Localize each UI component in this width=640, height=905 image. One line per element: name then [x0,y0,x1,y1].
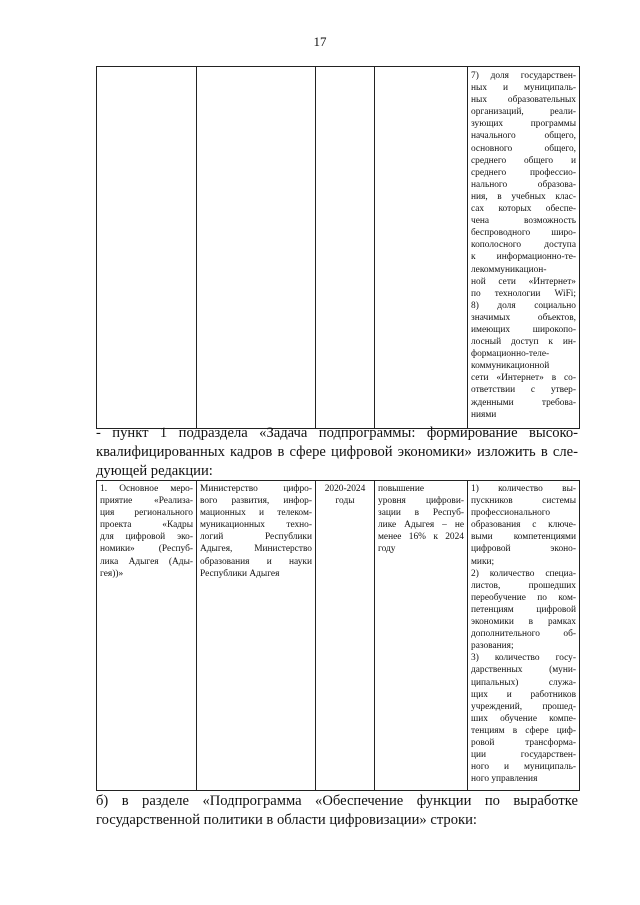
cell-line: образования с ключе- [471,520,576,531]
paragraph-line: государственной политики в области цифровизации» строки: [96,812,477,828]
cell-line: ответствии с утвер- [471,385,576,396]
cell-line: номики» (Респуб- [100,544,193,555]
cell-line: приятие «Реализа- [100,496,193,507]
cell-line: коммуникационной [471,361,550,372]
cell-line: нального образова- [471,179,576,190]
cell-line: лика Адыгея (Ады- [100,556,193,567]
cell-line: уровня цифрови- [378,496,464,507]
cell-line: 1. Основное меро- [100,484,193,494]
cell-line: Министерство цифро- [200,484,312,494]
indicator-table-continued [96,66,580,429]
paragraph-line: б) в разделе «Подпрограмма «Обеспечение функции по выработке [96,793,578,809]
table-cell-activity [97,481,197,791]
cell-line: годы [335,496,355,507]
cell-line: кополосного доступа [471,240,576,251]
cell-line: сети «Интернет» в со- [471,373,576,384]
cell-line: дополнительного об- [471,629,576,640]
cell-line: 2020-2024 [324,484,366,494]
table-cell-period [316,481,375,791]
cell-line: дарственных (муни- [471,665,576,676]
cell-line: зации в Респуб- [378,508,464,519]
cell-line: беспроводного широ- [471,228,576,239]
cell-line: тенциям в сфере циф- [471,725,576,736]
cell-line: лосный доступ к ин- [471,337,576,348]
cell-line: лике Адыгея – не [378,520,464,531]
page-number: 17 [313,34,327,49]
cell-line: значимых объектов, [471,312,576,323]
table-cell-result [375,481,468,791]
cell-line: 3) количество госу- [471,653,576,664]
cell-line: вого развития, инфор- [200,496,312,507]
paragraph-section-edit [96,792,578,830]
cell-line: логий Республики [200,532,312,543]
cell-line: мики; [471,556,495,567]
cell-line: году [378,544,396,555]
cell-line: ного управления [471,774,538,785]
cell-line: переобучение по ком- [471,592,576,603]
cell-line: 8) доля социально [471,300,576,311]
cell-line: ных образовательных [471,95,576,106]
cell-line: Адыгея, Министерство [200,544,312,555]
paragraph-line: квалифицированных кадров в сфере цифровой экономики» изложить в сле- [96,444,578,460]
cell-line: основного общего, [471,143,576,154]
cell-line: муникационных техно- [200,520,312,531]
cell-line: экономики в рамках [471,617,576,628]
cell-line: жденными требова- [471,397,576,408]
cell-line: организаций, реали- [471,107,576,118]
cell-line: формационно-теле- [471,349,550,360]
cell-line: 1) количество вы- [471,484,576,494]
cell-line: сах которых обеспе- [471,204,576,215]
cell-line: повышение [378,484,425,494]
cell-line: образования и науки [200,556,312,567]
table-cell-executor [197,481,316,791]
cell-line: лекоммуникацион- [471,264,547,275]
cell-line: чена возможность [471,216,576,227]
cell-line: ции государствен- [471,750,576,761]
personnel-task-table [96,480,580,791]
cell-line: ровой трансформа- [471,737,576,748]
cell-line: листов, прошедших [471,580,576,591]
cell-line: зующих программы [471,119,576,130]
cell-line: проекта «Кадры [100,520,193,531]
cell-line: профессионального [471,508,551,519]
cell-line: ных и муниципаль- [471,83,576,94]
cell-line: менее 16% к 2024 [378,532,464,543]
cell-line: пускников системы [471,496,576,507]
cell-line: ниями [471,409,497,420]
cell-line: выми компетенциями [471,532,576,543]
cell-line: среднего общего и [471,155,576,166]
cell-line: ного и муниципаль- [471,762,576,773]
cell-line: цифровой эконо- [471,544,576,555]
paragraph-line: - пункт 1 подраздела «Задача подпрограммы: формирование высоко- [96,425,578,441]
cell-line: Республики Адыгея [200,568,280,579]
cell-line: 7) доля государствен- [471,71,576,81]
cell-line: ципальных) служа- [471,677,576,688]
cell-line: к информационно-те- [471,252,576,263]
cell-line: петенциям цифровой [471,604,576,615]
cell-line: 2) количество специа- [471,568,576,579]
table-row [97,481,580,791]
cell-line: гея))» [100,568,124,579]
cell-line: разования; [471,641,514,652]
cell-line: имеющих широкопо- [471,324,576,335]
table-cell-period [316,67,375,429]
cell-line: ния, в учебных клас- [471,191,576,202]
cell-line: ция регионального [100,508,193,519]
paragraph-line: дующей редакции: [96,463,213,479]
cell-line: мационных и телеком- [200,508,312,519]
table-cell-result [375,67,468,429]
cell-line: по технологии WiFi; [471,288,576,299]
cell-line: для цифровой эко- [100,532,193,543]
table-cell-executor [197,67,316,429]
table-cell-indicators [468,67,580,429]
cell-line: среднего профессио- [471,167,576,178]
cell-line: ших обучение компе- [471,713,576,724]
table-cell-indicators [468,481,580,791]
cell-line: начального общего, [471,131,576,142]
cell-line: ной сети «Интернет» [471,276,576,287]
paragraph-task-edit [96,424,578,481]
table-cell-activity [97,67,197,429]
table-row [97,67,580,429]
cell-line: щих и работников [471,689,576,700]
cell-line: учреждений, прошед- [471,701,576,712]
